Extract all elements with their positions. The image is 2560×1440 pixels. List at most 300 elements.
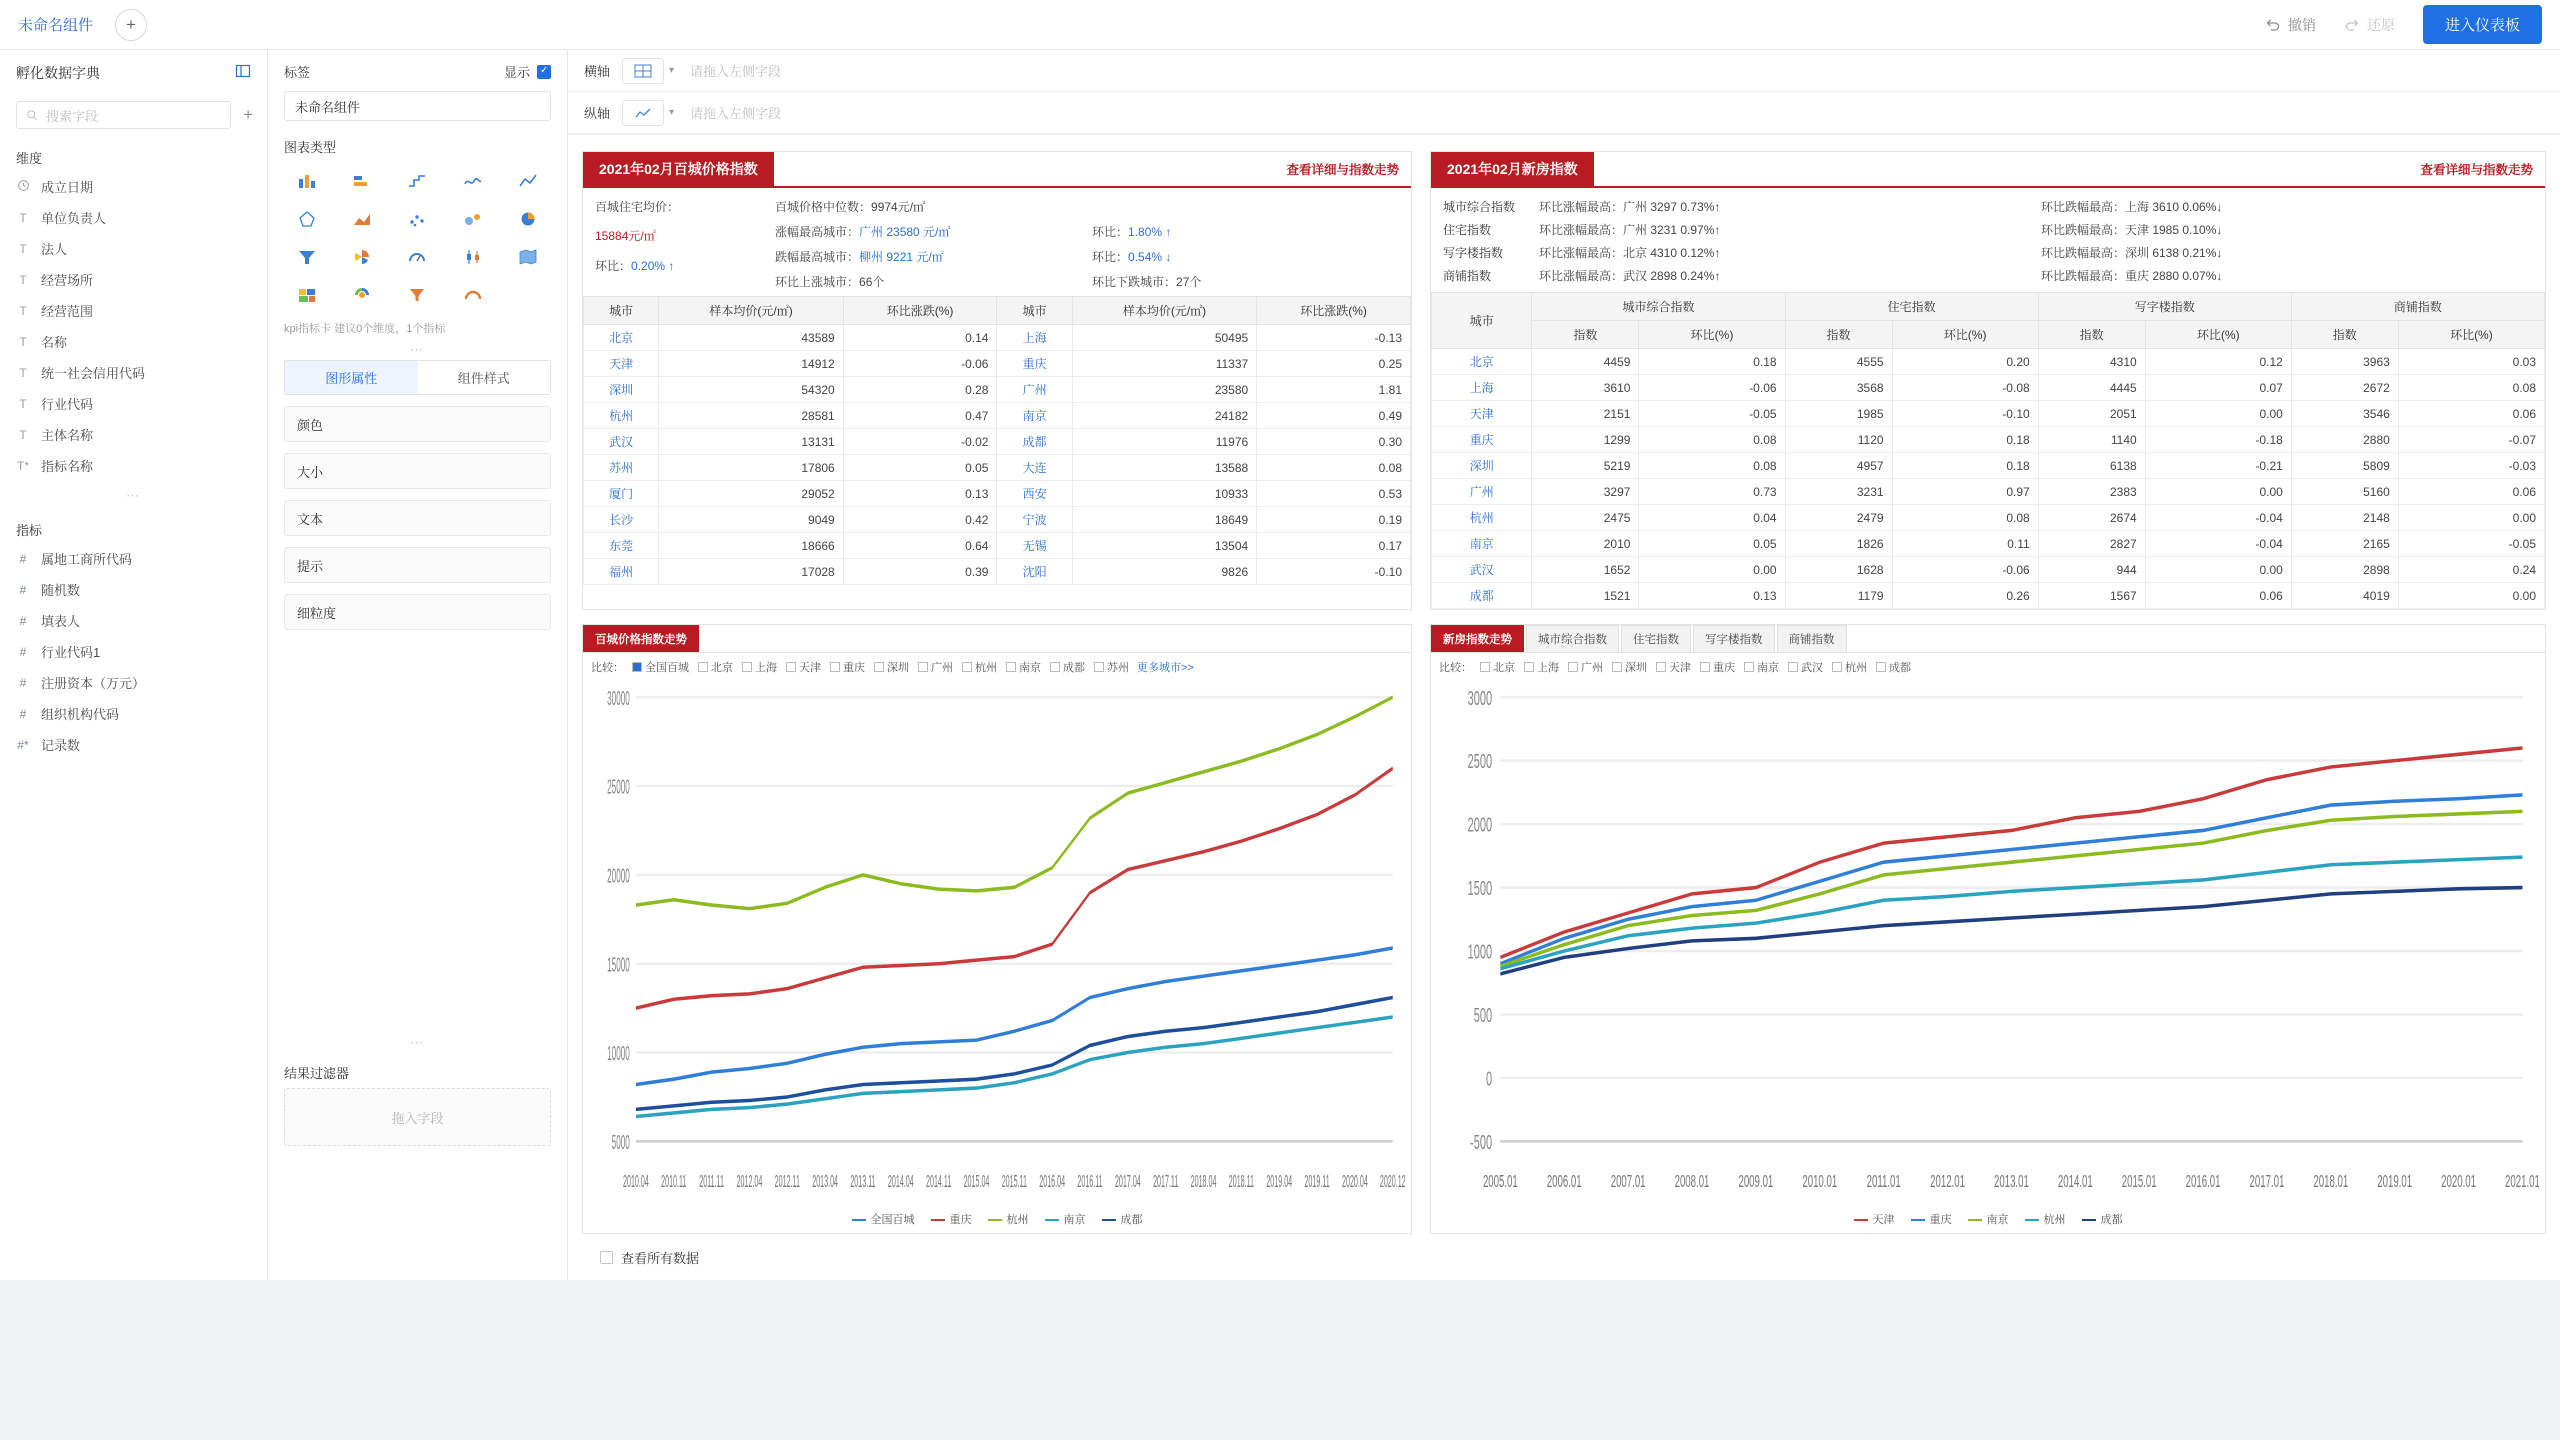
svg-text:2019.11: 2019.11 [1304,1171,1330,1191]
legend-entry[interactable]: 成都 [1102,1211,1143,1227]
cell-city: 上海 [1432,375,1532,401]
svg-text:2007.01: 2007.01 [1610,1171,1646,1192]
cell-value: 0.73 [1639,479,1785,505]
city-checkbox-item[interactable] [1700,659,1735,675]
top-drop-caption: 跌幅最高城市： [775,250,860,264]
city-checkbox-item[interactable] [1094,659,1129,675]
cell-value: 11976 [1072,429,1256,455]
legend-entry[interactable]: 杭州 [2025,1211,2066,1227]
dimension-item[interactable] [0,202,267,233]
legend-entry[interactable]: 全国百城 [852,1211,915,1227]
candle-icon[interactable] [446,240,499,274]
city-label: 成都 [1889,662,1911,674]
newhouse-trend-tab[interactable]: 住宅指数 [1621,625,1691,652]
svg-text:2013.01: 2013.01 [1994,1171,2029,1192]
checkbox[interactable] [1006,662,1016,672]
svg-text:-500: -500 [1470,1131,1493,1154]
cell-city: 西安 [997,481,1072,507]
checkbox[interactable] [786,662,796,672]
price-trend-tab[interactable]: 百城价格指数走势 [583,625,699,652]
city-checkbox-item[interactable] [1524,659,1559,675]
cell-value: 9049 [659,507,843,533]
th-idx-3: 指数 [2038,321,2145,349]
cell-city: 广州 [997,377,1072,403]
cell-value: 0.30 [1257,429,1411,455]
axis-x-icon[interactable] [622,58,664,84]
axis-y-icon[interactable] [622,100,664,126]
cell-value: 0.17 [1257,533,1411,559]
cell-city: 东莞 [584,533,659,559]
prop-color[interactable]: 颜色 [284,406,551,442]
dimension-item[interactable] [0,326,267,357]
config-panel [268,50,568,1280]
th-group-residential: 住宅指数 [1785,293,2038,321]
checkbox[interactable] [1700,662,1710,672]
city-label: 北京 [1493,662,1515,674]
cell-value: 0.39 [843,559,997,585]
more-cities-link[interactable]: 更多城市>> [1137,662,1194,674]
cell-value: 0.13 [843,481,997,507]
search-placeholder: 搜索字段 [46,108,99,124]
semi-gauge-icon[interactable] [446,278,499,312]
cell-value: 1826 [1785,531,1892,557]
th-avg-2: 样本均价(元/㎡) [1072,297,1256,325]
tab-chart-property[interactable]: 图形属性 [285,361,418,394]
city-checkbox-item[interactable] [1568,659,1603,675]
cell-value: 5809 [2291,453,2398,479]
city-label: 广州 [931,662,953,674]
cell-value: 0.12 [2145,349,2291,375]
cell-value: -0.18 [2145,427,2291,453]
city-checkbox-item[interactable] [1006,659,1041,675]
city-checkbox-item[interactable] [874,659,909,675]
wave-line-icon[interactable] [446,164,499,198]
svg-text:2015.04: 2015.04 [963,1171,990,1191]
cell-value: 0.05 [843,455,997,481]
nh-row-up: 环比涨幅最高：北京 4310 0.12%↑ [1539,246,1721,260]
show-checkbox[interactable] [537,65,551,79]
label-value-input[interactable]: 未命名组件 [284,91,551,121]
chevron-down-icon[interactable]: ▾ [669,65,675,76]
th-idx-2: 指数 [1785,321,1892,349]
city-checkbox-item[interactable] [786,659,821,675]
checkbox[interactable] [742,662,752,672]
cell-value: 0.11 [1892,531,2038,557]
checkbox[interactable] [1480,662,1490,672]
cell-value: 0.05 [1639,531,1785,557]
nh-row-key: 商铺指数 [1443,269,1492,283]
checkbox[interactable] [1832,662,1842,672]
cell-value: -0.10 [1892,401,2038,427]
cell-value: 1652 [1532,557,1639,583]
cell-city: 南京 [997,403,1072,429]
table-row [1432,349,2545,375]
th-avg-1: 样本均价(元/㎡) [659,297,843,325]
city-label: 上海 [755,662,777,674]
svg-text:25000: 25000 [607,776,630,799]
bar-chart-icon[interactable] [280,164,333,198]
cell-city: 天津 [1432,401,1532,427]
cell-value: 18666 [659,533,843,559]
cell-value: 0.97 [1892,479,2038,505]
top-gain-mom-caption: 环比： [1092,225,1129,239]
radar-chart-icon[interactable] [280,202,333,236]
checkbox[interactable] [1876,662,1886,672]
measure-item[interactable] [0,729,267,760]
undo-button[interactable] [2265,15,2316,35]
cell-value: -0.08 [1892,375,2038,401]
legend-entry[interactable]: 南京 [1968,1211,2009,1227]
line-chart-icon[interactable] [502,164,555,198]
cell-value: 0.18 [1639,349,1785,375]
newhouse-group-header [1432,293,2545,321]
cell-value: 0.25 [1257,351,1411,377]
measure-label: 组织机构代码 [41,707,120,722]
city-label: 深圳 [887,662,909,674]
cell-value: 1985 [1785,401,1892,427]
text-type-icon: T* [17,458,29,473]
cell-value: 2672 [2291,375,2398,401]
prop-granularity[interactable]: 细粒度 [284,594,551,630]
cell-value: 2051 [2038,401,2145,427]
svg-text:2010.11: 2010.11 [661,1171,687,1191]
city-checkbox-item[interactable] [1612,659,1647,675]
checkbox[interactable] [698,662,708,672]
dimension-item[interactable] [0,171,267,202]
price-index-card [582,151,1412,610]
checkbox[interactable] [1612,662,1622,672]
checkbox[interactable] [632,662,642,672]
top-drop-city: 柳州 9221 元/㎡ [859,250,944,264]
measure-item[interactable] [0,543,267,574]
nh-row-down: 环比跌幅最高：天津 1985 0.10%↓ [2041,223,2223,237]
sunburst-icon[interactable] [335,278,388,312]
dimension-label: 成立日期 [41,180,94,195]
checkbox[interactable] [962,662,972,672]
table-row [584,507,1411,533]
add-component-button[interactable] [115,9,147,41]
svg-text:2000: 2000 [1467,814,1493,837]
newhouse-card-detail-link[interactable]: 查看详细与指数走势 [2420,163,2533,177]
view-all-checkbox[interactable] [600,1251,613,1264]
cell-value: 0.06 [2398,479,2544,505]
checkbox[interactable] [1568,662,1578,672]
top-drop-mom: 0.54% ↓ [1128,250,1172,264]
view-all-label: 查看所有数据 [621,1250,700,1266]
th-city: 城市 [1432,293,1532,349]
table-row [584,403,1411,429]
scatter-chart-icon[interactable] [391,202,444,236]
svg-text:2500: 2500 [1467,750,1493,774]
th-city-1: 城市 [584,297,659,325]
table-row [584,429,1411,455]
filter-chart-icon[interactable] [391,278,444,312]
nh-row-key: 城市综合指数 [1443,200,1516,214]
price-card-detail-link[interactable]: 查看详细与指数走势 [1286,163,1399,177]
city-label: 重庆 [843,662,865,674]
city-checkbox-item[interactable] [962,659,997,675]
stacked-bar-icon[interactable] [335,164,388,198]
dimension-item[interactable] [0,388,267,419]
dimension-label: 行业代码 [41,397,94,412]
cell-city: 上海 [997,325,1072,351]
add-field-button[interactable]: + [243,105,253,124]
component-name[interactable]: 未命名组件 [18,17,94,34]
search-input[interactable] [16,101,231,129]
legend-entry[interactable]: 重庆 [1911,1211,1952,1227]
newhouse-trend-card [1430,624,2546,1234]
cell-value: -0.06 [1639,375,1785,401]
svg-text:2014.04: 2014.04 [887,1171,914,1191]
checkbox[interactable] [1656,662,1666,672]
cell-value: 2151 [1532,401,1639,427]
table-row [1432,453,2545,479]
city-label: 成都 [1063,662,1085,674]
cell-value: 0.04 [1639,505,1785,531]
table-row [1432,427,2545,453]
treemap-icon[interactable] [280,278,333,312]
legend-entry[interactable]: 成都 [2082,1211,2123,1227]
city-checkbox-item[interactable] [1788,659,1823,675]
dimension-label: 名称 [41,335,68,350]
cell-value: 4445 [2038,375,2145,401]
top-gain-city: 广州 23580 元/㎡ [859,225,951,239]
dimension-item[interactable] [0,295,267,326]
filter-drop-zone[interactable]: 拖入字段 [284,1088,551,1146]
undo-icon [2265,17,2281,33]
cell-city: 重庆 [1432,427,1532,453]
funnel-icon[interactable] [280,240,333,274]
enter-dashboard-button[interactable]: 进入仪表板 [2423,5,2542,44]
measure-item[interactable] [0,636,267,667]
prop-size[interactable]: 大小 [284,453,551,489]
chevron-down-icon[interactable]: ▾ [669,107,675,118]
cell-city: 沈阳 [997,559,1072,585]
newhouse-trend-tab[interactable]: 商铺指数 [1777,625,1847,652]
price-trend-tabs [583,625,1411,653]
checkbox[interactable] [1050,662,1060,672]
price-table-header [584,297,1411,325]
map-chart-icon[interactable] [502,240,555,274]
measure-label: 属地工商所代码 [41,552,133,567]
area-chart-icon[interactable] [335,202,388,236]
measure-item[interactable] [0,605,267,636]
filter-divider-handle[interactable]: ⋯ [410,1035,425,1050]
legend-entry[interactable]: 南京 [1045,1211,1086,1227]
city-checkbox-item[interactable] [1744,659,1779,675]
nh-row-down: 环比跌幅最高：深圳 6138 0.21%↓ [2041,246,2223,260]
table-row [584,559,1411,585]
top-toolbar-actions [2265,5,2542,44]
svg-text:2012.11: 2012.11 [774,1171,800,1191]
cell-city: 无锡 [997,533,1072,559]
cell-value: 4555 [1785,349,1892,375]
cell-value: 14912 [659,351,843,377]
cell-value: 2165 [2291,531,2398,557]
cell-value: 2475 [1532,505,1639,531]
cell-value: 0.08 [1639,453,1785,479]
cell-value: 0.26 [1892,583,2038,609]
cell-value: 5160 [2291,479,2398,505]
city-checkbox-item[interactable] [632,659,689,675]
th-group-retail: 商铺指数 [2291,293,2544,321]
y-axis-label: 纵轴 [584,106,611,121]
prop-tooltip[interactable]: 提示 [284,547,551,583]
cell-value: 6138 [2038,453,2145,479]
cell-value: 1567 [2038,583,2145,609]
svg-text:2018.11: 2018.11 [1228,1171,1255,1191]
checkbox[interactable] [874,662,884,672]
checkbox[interactable] [1094,662,1104,672]
table-row [1432,557,2545,583]
cell-value: 0.19 [1257,507,1411,533]
panel-resize-handle[interactable]: ⋯ [126,488,141,503]
svg-text:30000: 30000 [607,687,630,711]
city-checkbox-item[interactable] [1050,659,1085,675]
gauge-icon[interactable] [391,240,444,274]
y-axis-dropzone[interactable]: 请拖入左侧字段 [690,106,782,121]
cell-value: 2148 [2291,505,2398,531]
svg-text:2015.11: 2015.11 [1001,1171,1027,1191]
falling-count: 27个 [1176,275,1202,289]
city-checkbox-item[interactable] [1480,659,1515,675]
cell-value: 1179 [1785,583,1892,609]
dimension-section-title: 维度 [16,151,43,166]
field-panel [0,50,268,1280]
cell-value: 24182 [1072,403,1256,429]
cell-value: -0.04 [2145,531,2291,557]
top-gain-mom: 1.80% ↑ [1128,225,1172,239]
cell-value: 13504 [1072,533,1256,559]
cell-city: 成都 [997,429,1072,455]
measure-label: 随机数 [41,583,81,598]
svg-text:2011.11: 2011.11 [699,1171,724,1191]
x-axis-dropzone[interactable]: 请拖入左侧字段 [690,64,782,79]
dimension-label: 统一社会信用代码 [41,366,146,381]
measure-item[interactable] [0,667,267,698]
newhouse-trend-tab[interactable]: 新房指数走势 [1431,625,1524,652]
legend-entry[interactable]: 重庆 [931,1211,972,1227]
price-card-header [583,152,1411,186]
rose-chart-icon[interactable] [335,240,388,274]
cell-value: 2827 [2038,531,2145,557]
checkbox[interactable] [830,662,840,672]
undo-label: 撤销 [2287,16,2316,33]
cell-city: 厦门 [584,481,659,507]
cell-value: 0.00 [2145,401,2291,427]
mom-caption: 环比： [595,258,632,273]
config-divider-handle[interactable]: ⋯ [410,342,425,357]
cell-value: 1120 [1785,427,1892,453]
top-gain-caption: 涨幅最高城市： [775,225,860,239]
dimension-item[interactable] [0,264,267,295]
expand-icon[interactable] [235,63,251,83]
cell-value: 0.18 [1892,427,2038,453]
field-panel-title: 孵化数据字典 [16,65,100,81]
dimension-item[interactable] [0,450,267,481]
measure-label: 填表人 [41,614,81,629]
newhouse-trend-legend [1431,1211,2545,1233]
cell-value: 0.08 [2398,375,2544,401]
svg-text:2015.01: 2015.01 [2121,1171,2157,1192]
city-checkbox-item[interactable] [1656,659,1691,675]
svg-text:2017.01: 2017.01 [2249,1171,2285,1192]
number-type-icon: #* [17,737,29,752]
cell-value: 4310 [2038,349,2145,375]
cell-value: 0.06 [2398,401,2544,427]
bubble-chart-icon[interactable] [446,202,499,236]
legend-entry[interactable]: 天津 [1854,1211,1895,1227]
cell-value: 43589 [659,325,843,351]
cell-city: 深圳 [584,377,659,403]
redo-button[interactable] [2344,15,2395,35]
city-checkbox-item[interactable] [742,659,777,675]
price-trend-chart [583,677,1411,1211]
cell-city: 北京 [1432,349,1532,375]
city-label: 天津 [1669,662,1691,674]
cell-value: 2010 [1532,531,1639,557]
newhouse-card-header [1431,152,2545,186]
table-row [584,377,1411,403]
kpi-hint: kpi指标卡 建议0个维度，1个指标 [284,323,446,335]
city-label: 上海 [1537,662,1559,674]
measure-label: 注册资本（万元） [41,676,146,691]
cell-value: 0.07 [2145,375,2291,401]
pie-chart-icon[interactable] [502,202,555,236]
checkbox[interactable] [1744,662,1754,672]
cell-city: 南京 [1432,531,1532,557]
cell-value: 1521 [1532,583,1639,609]
dimension-item[interactable] [0,233,267,264]
cell-city: 福州 [584,559,659,585]
nh-row-down: 环比跌幅最高：重庆 2880 0.07%↓ [2041,269,2223,283]
cell-value: -0.03 [2398,453,2544,479]
measure-label: 行业代码1 [41,645,101,660]
cell-value: 0.18 [1892,453,2038,479]
newhouse-trend-tab[interactable]: 城市综合指数 [1526,625,1619,652]
cell-city: 武汉 [1432,557,1532,583]
tab-component-style[interactable]: 组件样式 [418,361,551,394]
city-label: 全国百城 [645,662,689,674]
step-line-icon[interactable] [391,164,444,198]
city-label: 天津 [799,662,821,674]
city-checkbox-item[interactable] [918,659,953,675]
cell-value: 0.14 [843,325,997,351]
redo-icon [2344,17,2360,33]
measure-item[interactable] [0,574,267,605]
city-checkbox-item[interactable] [1876,659,1911,675]
city-checkbox-item[interactable] [698,659,733,675]
measure-item[interactable] [0,698,267,729]
dimension-item[interactable] [0,419,267,450]
legend-entry[interactable]: 杭州 [988,1211,1029,1227]
city-checkbox-item[interactable] [1832,659,1867,675]
cell-value: 3231 [1785,479,1892,505]
newhouse-trend-tab[interactable]: 写字楼指数 [1693,625,1775,652]
avg-caption: 百城住宅均价： [595,200,680,214]
price-trend-legend [583,1211,1411,1233]
checkbox[interactable] [1788,662,1798,672]
checkbox[interactable] [1524,662,1534,672]
city-checkbox-item[interactable] [830,659,865,675]
number-type-icon: # [19,644,27,659]
dimension-item[interactable] [0,357,267,388]
checkbox[interactable] [918,662,928,672]
svg-text:1500: 1500 [1467,877,1493,901]
prop-text[interactable]: 文本 [284,500,551,536]
svg-text:2017.04: 2017.04 [1114,1171,1141,1191]
cell-value: 1299 [1532,427,1639,453]
